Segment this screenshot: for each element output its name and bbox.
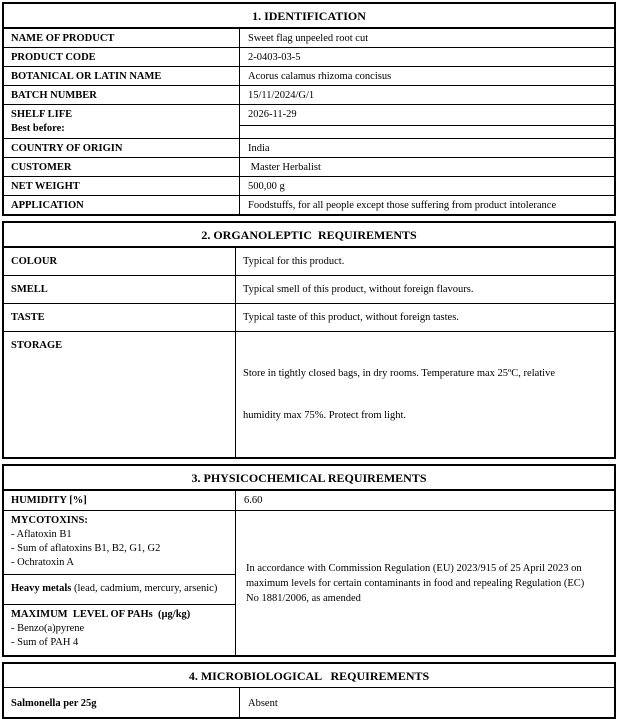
row-label: CUSTOMER (11, 162, 72, 173)
contaminants-labels (4, 511, 235, 655)
section-physicochemical (2, 464, 616, 657)
row-value: India (239, 139, 614, 157)
spec-row-taste (4, 304, 614, 332)
row-label: COUNTRY OF ORIGIN (11, 143, 123, 154)
row-value: 500,00 g (239, 177, 614, 195)
row-label: PRODUCT CODE (11, 52, 96, 63)
heavy-metals-heading: Heavy metals (11, 583, 72, 594)
spec-row-product-code (4, 48, 614, 67)
row-value (235, 332, 614, 457)
section-microbiological (2, 662, 616, 719)
spec-row-humidity (4, 491, 614, 511)
row-label: NAME OF PRODUCT (11, 33, 115, 44)
row-label: STORAGE (11, 340, 63, 351)
section-title: 1. IDENTIFICATION (4, 4, 614, 29)
row-value: Typical taste of this product, without foreign tastes. (235, 304, 614, 331)
mycotoxins-heading: MYCOTOXINS: (11, 515, 88, 526)
spec-row-botanical-name (4, 67, 614, 86)
spec-row-country-of-origin (4, 139, 614, 158)
row-label (4, 105, 239, 138)
section-identification (2, 2, 616, 216)
row-label: APPLICATION (11, 200, 84, 211)
shelf-life-date: 2026-11-29 (240, 105, 614, 126)
mycotoxins-cell (4, 511, 235, 575)
row-label: HUMIDITY [%] (11, 495, 87, 506)
row-value: 6.60 (235, 491, 614, 510)
storage-line: humidity max 75%. Protect from light. (243, 410, 407, 421)
spec-row-salmonella (4, 688, 614, 717)
pah-item: - Benzo(a)pyrene (11, 623, 85, 634)
mycotoxin-item: - Ochratoxin A (11, 557, 74, 568)
storage-line: Store in tightly closed bags, in dry rooms. Temperature max 25ºC, relative (243, 368, 556, 379)
spec-row-colour (4, 248, 614, 276)
pah-item: - Sum of PAH 4 (11, 637, 79, 648)
row-value: Foodstuffs, for all people except those suffering from product intolerance (239, 196, 614, 214)
mycotoxin-item: - Aflatoxin B1 (11, 529, 72, 540)
row-value: Sweet flag unpeeled root cut (239, 29, 614, 47)
regulation-note-line: No 1881/2006, as amended (246, 592, 361, 604)
pahs-heading: MAXIMUM LEVEL OF PAHs (µg/kg) (11, 609, 191, 620)
heavy-metals-detail: (lead, cadmium, mercury, arsenic) (71, 583, 218, 594)
section-title: 2. ORGANOLEPTIC REQUIREMENTS (4, 223, 614, 248)
row-label: NET WEIGHT (11, 181, 80, 192)
heavy-metals-cell (4, 575, 235, 605)
row-value: 2-0403-03-5 (239, 48, 614, 66)
row-value: Master Herbalist (239, 158, 614, 176)
spec-row-application (4, 196, 614, 214)
regulation-note (235, 511, 614, 655)
section-title: 4. MICROBIOLOGICAL REQUIREMENTS (4, 664, 614, 688)
spec-row-customer (4, 158, 614, 177)
row-label: BATCH NUMBER (11, 90, 97, 101)
spec-row-smell (4, 276, 614, 304)
shelf-life-label: SHELF LIFE (11, 109, 73, 120)
row-label: SMELL (11, 284, 48, 295)
mycotoxin-item: - Sum of aflatoxins B1, B2, G1, G2 (11, 543, 161, 554)
row-value: Typical for this product. (235, 248, 614, 275)
section-organoleptic (2, 221, 616, 459)
spec-row-batch-number (4, 86, 614, 105)
section-title: 3. PHYSICOCHEMICAL REQUIREMENTS (4, 466, 614, 491)
regulation-note-line: maximum levels for certain contaminants in food and repealing Regulation (EC) (246, 577, 585, 589)
row-label: COLOUR (11, 256, 58, 267)
regulation-note-line: In accordance with Commission Regulation (EU) 2023/915 of 25 April 2023 on (246, 562, 582, 574)
row-label: BOTANICAL OR LATIN NAME (11, 71, 162, 82)
spec-row-name-of-product (4, 29, 614, 48)
contaminants-grid (4, 511, 614, 655)
best-before-value-empty (240, 126, 614, 138)
row-label: Salmonella per 25g (11, 698, 97, 709)
spec-row-shelf-life (4, 105, 614, 139)
row-value: 15/11/2024/G/1 (239, 86, 614, 104)
spec-row-net-weight (4, 177, 614, 196)
best-before-label: Best before: (11, 123, 65, 134)
row-label: TASTE (11, 312, 45, 323)
row-value: Typical smell of this product, without foreign flavours. (235, 276, 614, 303)
spec-row-storage (4, 332, 614, 457)
row-value (239, 105, 614, 138)
row-value: Acorus calamus rhizoma concisus (239, 67, 614, 85)
pahs-cell (4, 605, 235, 655)
row-value: Absent (239, 688, 614, 717)
